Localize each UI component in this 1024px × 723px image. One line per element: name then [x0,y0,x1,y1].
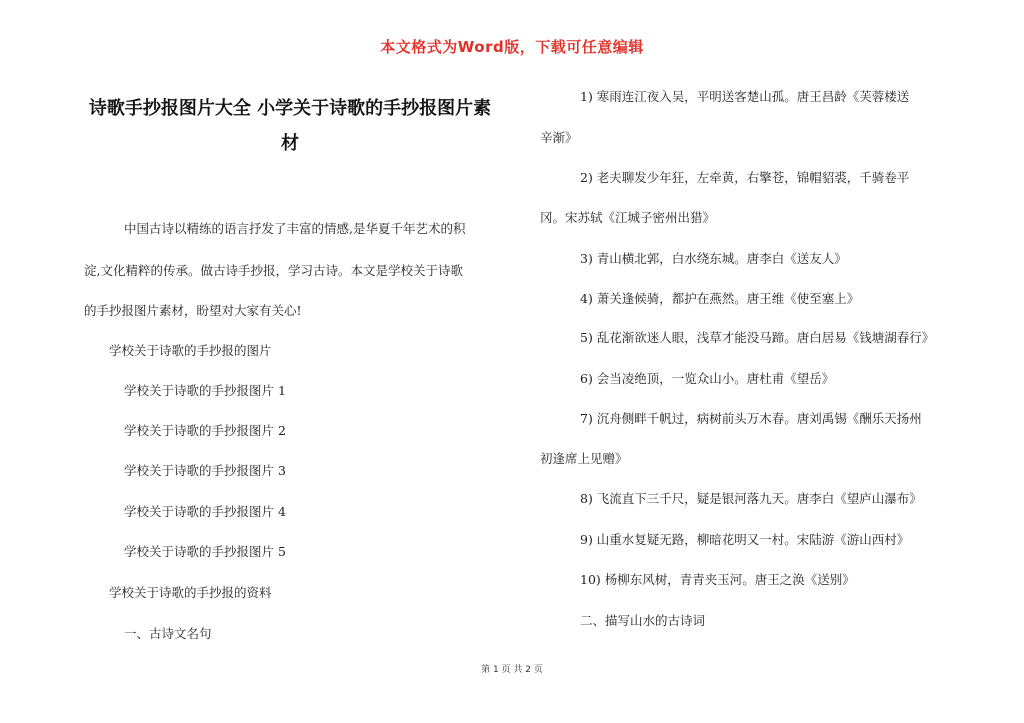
poem-line-8: 8) 飞流直下三千尺，疑是银河落九天。唐李白《望庐山瀑布》 [580,491,922,506]
word-format-banner: 本文格式为Word版，下载可任意编辑 [380,38,644,56]
section-heading-landscape: 二、描写山水的古诗词 [580,613,706,628]
page-number-footer: 第 1 页 共 2 页 [481,665,543,675]
poem-line-10: 10) 杨柳东风树，青青夹玉河。唐王之涣《送别》 [580,572,855,587]
title-line-1: 诗歌手抄报图片大全 小学关于诗歌的手抄报图片素 [88,98,492,119]
intro-line-2: 淀,文化精粹的传承。做古诗手抄报，学习古诗。本文是学校关于诗歌 [84,263,463,278]
poem-line-1-cont: 辛渐》 [540,130,578,145]
subsection-heading-1: 一、古诗文名句 [124,626,212,641]
title-line-2: 材 [281,133,299,154]
picture-item-3: 学校关于诗歌的手抄报图片 3 [124,463,286,478]
intro-line-3: 的手抄报图片素材，盼望对大家有关心! [84,303,302,318]
poem-line-3: 3) 青山横北郭，白水绕东城。唐李白《送友人》 [580,251,847,266]
section-heading-pictures: 学校关于诗歌的手抄报的图片 [109,343,272,358]
poem-line-7: 7) 沉舟侧畔千帆过，病树前头万木春。唐刘禹锡《酬乐天扬州 [580,411,922,426]
poem-line-9: 9) 山重水复疑无路，柳暗花明又一村。宋陆游《游山西村》 [580,532,910,547]
intro-line-1: 中国古诗以精练的语言抒发了丰富的情感,是华夏千年艺术的积 [124,221,466,236]
poem-line-2-cont: 冈。宋苏轼《江城子密州出猎》 [540,210,716,225]
poem-line-1: 1) 寒雨连江夜入吴，平明送客楚山孤。唐王昌龄《芙蓉楼送 [580,89,910,104]
poem-line-5: 5) 乱花渐欲迷人眼，浅草才能没马蹄。唐白居易《钱塘湖春行》 [580,330,935,345]
poem-line-7-cont: 初逢席上见赠》 [540,451,628,466]
picture-item-5: 学校关于诗歌的手抄报图片 5 [124,544,286,559]
poem-line-4: 4) 萧关逢候骑，都护在燕然。唐王维《使至塞上》 [580,291,860,306]
poem-line-6: 6) 会当凌绝顶，一览众山小。唐杜甫《望岳》 [580,371,835,386]
picture-item-4: 学校关于诗歌的手抄报图片 4 [124,504,286,519]
section-heading-material: 学校关于诗歌的手抄报的资料 [109,585,272,600]
picture-item-1: 学校关于诗歌的手抄报图片 1 [124,383,286,398]
picture-item-2: 学校关于诗歌的手抄报图片 2 [124,423,286,438]
poem-line-2: 2) 老夫聊发少年狂，左牵黄，右擎苍，锦帽貂裘，千骑卷平 [580,170,910,185]
